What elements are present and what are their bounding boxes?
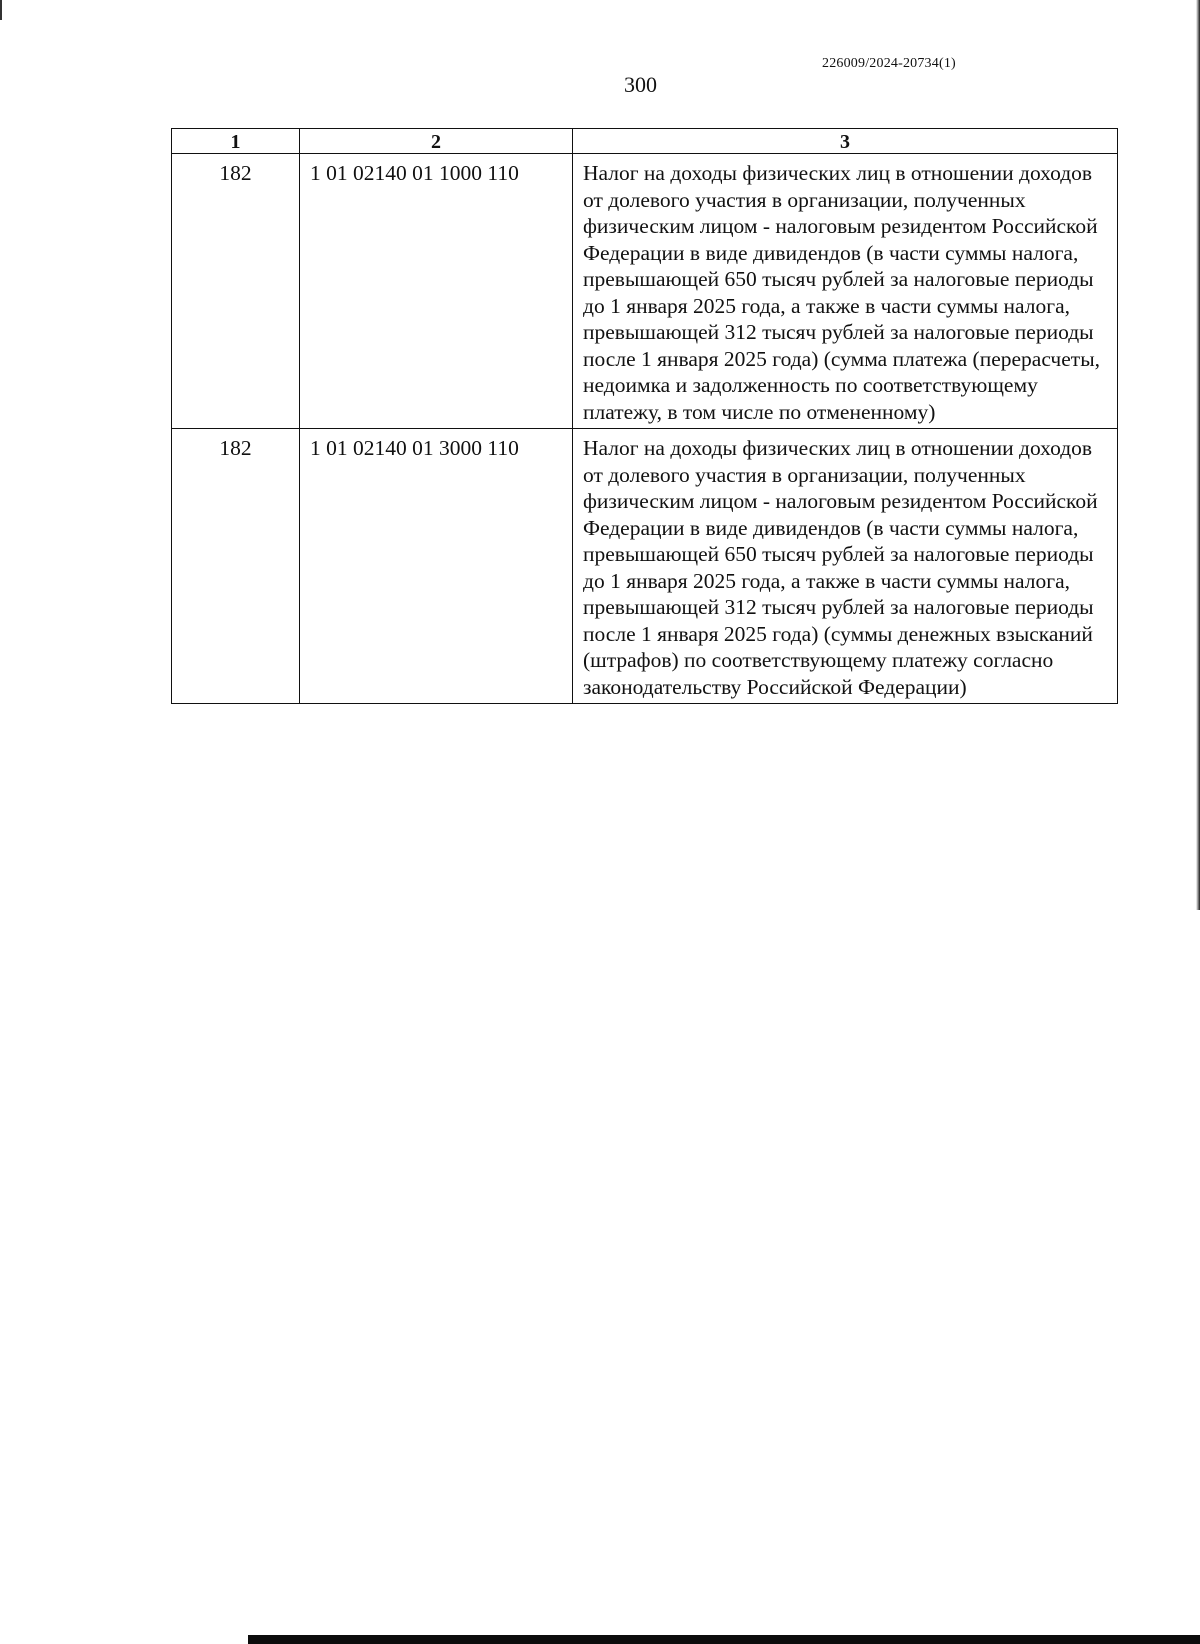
administrator-code-cell: 182 bbox=[172, 429, 300, 704]
page-number: 300 bbox=[624, 72, 657, 97]
column-header-3: 3 bbox=[573, 129, 1118, 154]
budget-classification-table bbox=[171, 128, 1118, 704]
document-number: 226009/2024-20734(1) bbox=[822, 56, 956, 71]
column-header-1: 1 bbox=[172, 129, 300, 154]
table-row bbox=[172, 154, 1118, 429]
description-cell: Налог на доходы физических лиц в отношении доходов от долевого участия в организации, полученных физическим лицом - налоговым резидентом Российской Федерации в виде дивидендов (в части суммы налога, превышающей 650 тысяч рублей за налоговые периоды до 1 января 2025 года, а также в части суммы налога, превышающей 312 тысяч рублей за налоговые периоды после 1 января 2025 года) (сумма платежа (перерасчеты, недоимка и задолженность по соответствующему платежу, в том числе по отмененному) bbox=[573, 154, 1118, 429]
table-header-row bbox=[172, 129, 1118, 154]
scan-bottom-bar bbox=[248, 1635, 1200, 1644]
administrator-code-cell: 182 bbox=[172, 154, 300, 429]
budget-code-cell: 1 01 02140 01 3000 110 bbox=[300, 429, 573, 704]
budget-code-cell: 1 01 02140 01 1000 110 bbox=[300, 154, 573, 429]
column-header-2: 2 bbox=[300, 129, 573, 154]
table-row bbox=[172, 429, 1118, 704]
description-cell: Налог на доходы физических лиц в отношении доходов от долевого участия в организации, полученных физическим лицом - налоговым резидентом Российской Федерации в виде дивидендов (в части суммы налога, превышающей 650 тысяч рублей за налоговые периоды до 1 января 2025 года, а также в части суммы налога, превышающей 312 тысяч рублей за налоговые периоды после 1 января 2025 года) (суммы денежных взысканий (штрафов) по соответствующему платежу согласно законодательству Российской Федерации) bbox=[573, 429, 1118, 704]
scan-shadow-right bbox=[1196, 0, 1200, 910]
scan-edge-mark bbox=[0, 0, 2, 20]
